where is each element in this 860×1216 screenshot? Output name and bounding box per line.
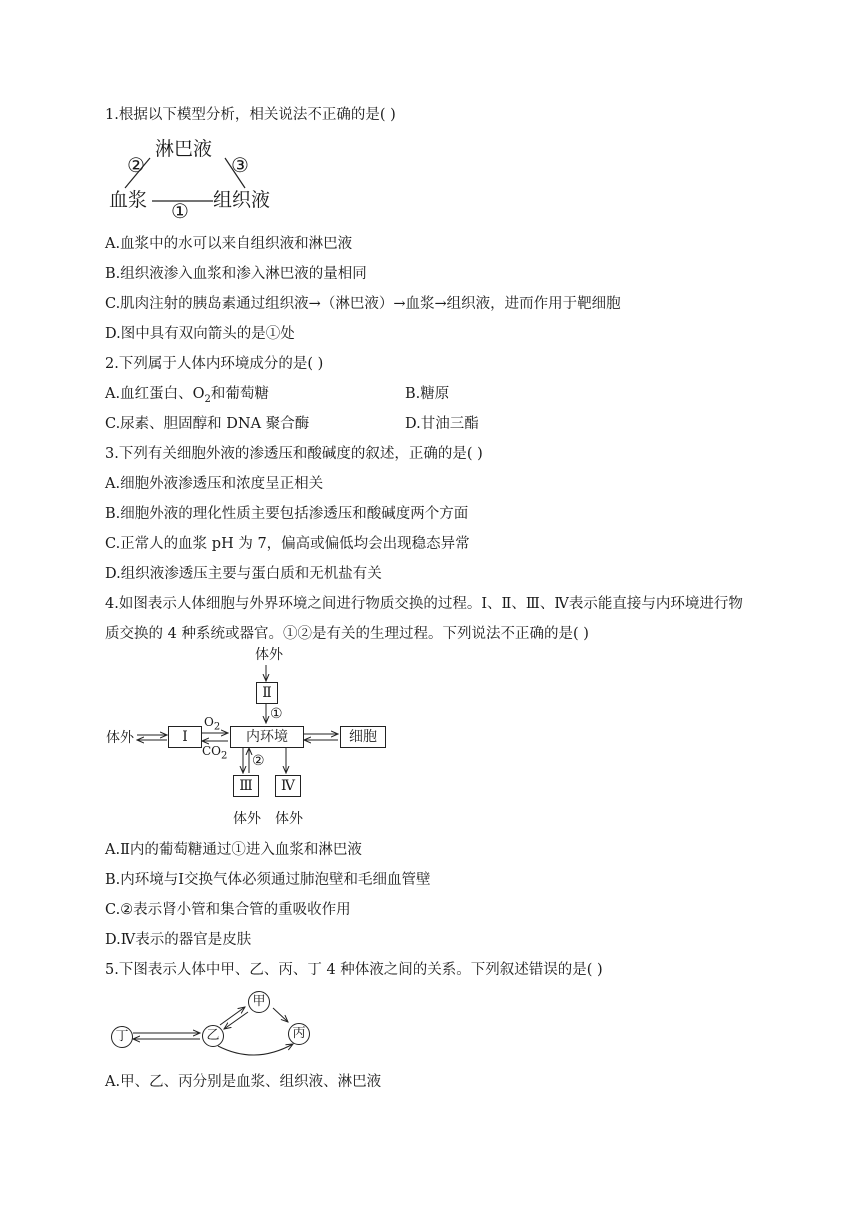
q1-option-b: B.组织液渗入血浆和渗入淋巴液的量相同 [105, 266, 367, 282]
q1-num-3: ③ [231, 153, 249, 177]
q2-option-a-text: A.血红蛋白、O [105, 386, 205, 402]
q2-option-a [105, 384, 269, 410]
q4-co2-sub: 2 [221, 750, 228, 762]
q3-stem: 3.下列有关细胞外液的渗透压和酸碱度的叙述，正确的是( ) [105, 446, 483, 462]
q1-option-a: A.血浆中的水可以来自组织液和淋巴液 [105, 236, 353, 252]
q1-num-1: ① [171, 199, 189, 223]
q2-stem: 2.下列属于人体内环境成分的是( ) [105, 356, 324, 372]
q2-option-a-sub: 2 [204, 393, 211, 405]
q1-option-c: C.肌肉注射的胰岛素通过组织液→（淋巴液）→血浆→组织液，进而作用于靶细胞 [105, 296, 621, 312]
q4-num-1: ① [270, 706, 283, 722]
q4-o2-label [204, 714, 220, 735]
q5-node-ding: 丁 [111, 1026, 133, 1048]
q3-option-a: A.细胞外液渗透压和浓度呈正相关 [105, 476, 324, 492]
q5-option-a: A.甲、乙、丙分别是血浆、组织液、淋巴液 [105, 1074, 382, 1090]
q4-bottom-outside-4: 体外 [275, 811, 303, 827]
q5-node-yi: 乙 [202, 1025, 224, 1047]
q4-box-iv: Ⅳ [275, 775, 301, 797]
q5-node-jia: 甲 [248, 991, 270, 1013]
q4-box-cell: 细胞 [340, 726, 386, 748]
q5-diagram [105, 990, 320, 1065]
q2-option-a-text-end: 和葡萄糖 [210, 386, 269, 402]
q4-option-d: D.Ⅳ表示的器官是皮肤 [105, 932, 252, 948]
q4-left-outside: 体外 [106, 730, 134, 746]
q4-diagram [105, 645, 395, 830]
q1-tissue-fluid-label: 组织液 [213, 189, 271, 211]
q2-option-d: D.甘油三酯 [405, 416, 479, 432]
q3-option-c: C.正常人的血浆 pH 为 7，偏高或偏低均会出现稳态异常 [105, 536, 470, 552]
q5-node-bing: 丙 [288, 1023, 310, 1045]
q3-option-d: D.组织液渗透压主要与蛋白质和无机盐有关 [105, 566, 382, 582]
q1-option-d: D.图中具有双向箭头的是①处 [105, 326, 295, 342]
q4-box-iii: Ⅲ [233, 775, 259, 797]
q5-stem: 5.下图表示人体中甲、乙、丙、丁 4 种体液之间的关系。下列叙述错误的是( ) [105, 962, 603, 978]
q1-plasma-label: 血浆 [109, 189, 148, 211]
q4-option-a: A.Ⅱ内的葡萄糖通过①进入血浆和淋巴液 [105, 842, 362, 858]
q4-o2-sub: 2 [213, 721, 221, 733]
q1-lymph-label: 淋巴液 [155, 138, 213, 160]
q1-diagram [105, 136, 285, 226]
q1-num-2: ② [127, 153, 145, 177]
q2-option-b: B.糖原 [405, 386, 450, 402]
q4-option-b: B.内环境与Ⅰ交换气体必须通过肺泡壁和毛细血管壁 [105, 872, 431, 888]
q4-co2-label [202, 743, 227, 764]
q4-box-ii: Ⅱ [256, 682, 278, 704]
q1-stem: 1.根据以下模型分析，相关说法不正确的是( ) [105, 107, 396, 123]
q2-option-c: C.尿素、胆固醇和 DNA 聚合酶 [105, 416, 310, 432]
q4-box-internal-environment: 内环境 [230, 726, 304, 748]
q4-box-i: Ⅰ [168, 726, 202, 748]
q4-num-2: ② [252, 753, 265, 769]
q4-top-outside: 体外 [255, 647, 283, 663]
q3-option-b: B.细胞外液的理化性质主要包括渗透压和酸碱度两个方面 [105, 506, 469, 522]
q4-stem: 4.如图表示人体细胞与外界环境之间进行物质交换的过程。Ⅰ、Ⅱ、Ⅲ、Ⅳ表示能直接与内环境进行物质交换的 4 种系统或器官。①②是有关的生理过程。下列说法不正确的是( ) [105, 596, 743, 642]
q4-co2-text: CO [202, 744, 222, 758]
q4-bottom-outside-3: 体外 [233, 811, 261, 827]
q4-o2-text: O [204, 715, 214, 729]
q4-option-c: C.②表示肾小管和集合管的重吸收作用 [105, 902, 351, 918]
